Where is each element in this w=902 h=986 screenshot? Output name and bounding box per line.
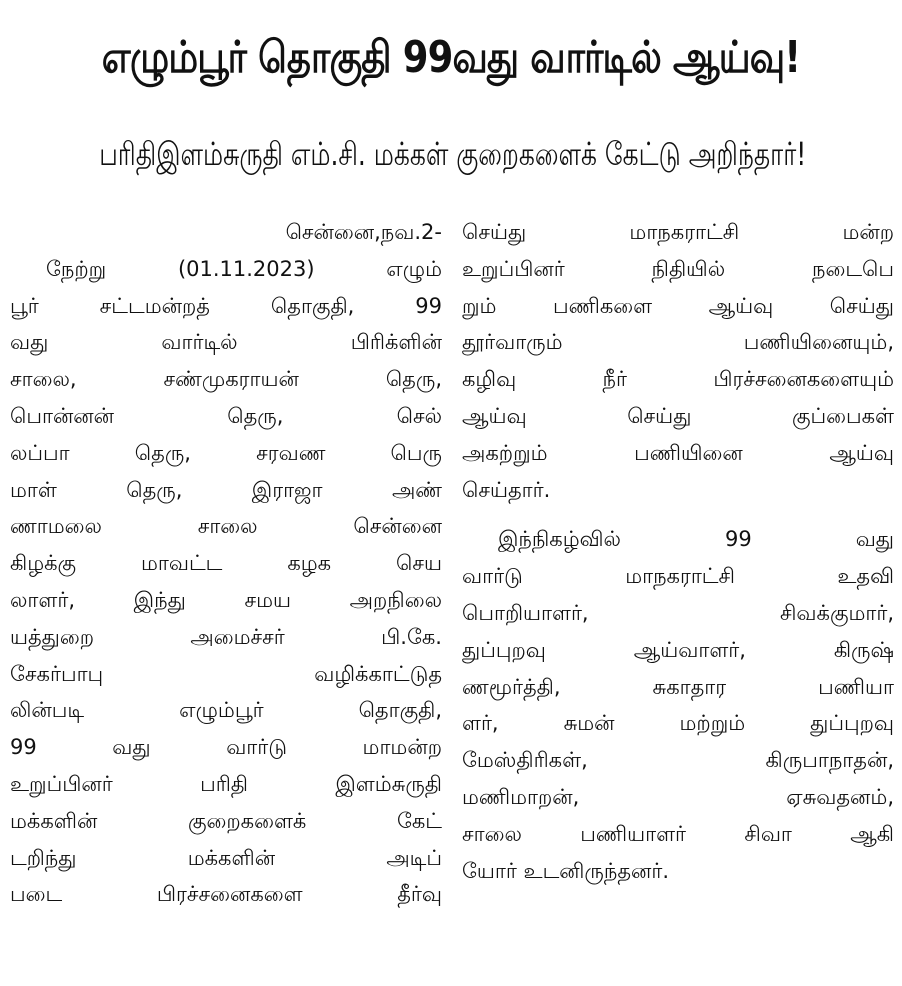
subheadline: பரிதிஇளம்சுருதி எம்.சி. மக்கள் குறைகளைக் கேட்டு அறிந்தார்! bbox=[99, 135, 807, 173]
body-line: ஆய்வு செய்து குப்பைகள் bbox=[462, 403, 894, 428]
body-line: யத்துறை அமைச்சர் பி.கே. bbox=[10, 624, 442, 649]
body-line: ணாமலை சாலை சென்னை bbox=[10, 514, 442, 539]
body-line: பொறியாளர், சிவக்குமார், bbox=[462, 600, 894, 625]
body-line: பொன்னன் தெரு, செல் bbox=[10, 403, 442, 428]
body-line: தூர்வாரும் பணியினையும், bbox=[462, 330, 894, 355]
body-line: யோர் உடனிருந்தனர். bbox=[462, 858, 670, 883]
right-column bbox=[462, 214, 894, 889]
body-line: கழிவு நீர் பிரச்சனைகளையும் bbox=[462, 367, 894, 392]
dateline: சென்னை,நவ.2- bbox=[285, 220, 442, 244]
body-line: வது வார்டில் பிரிக்ளின் bbox=[10, 330, 442, 355]
body-line: சேகர்பாபு வழிக்காட்டுத bbox=[10, 661, 442, 686]
body-line: அகற்றும் பணியினை ஆய்வு bbox=[462, 440, 894, 465]
left-column bbox=[10, 214, 442, 913]
body-line: லப்பா தெரு, சரவண பெரு bbox=[10, 440, 442, 465]
body-line: ணமூர்த்தி, சுகாதார பணியா bbox=[462, 674, 894, 699]
body-line: டறிந்து மக்களின் அடிப் bbox=[10, 845, 442, 870]
body-line: றும் பணிகளை ஆய்வு செய்து bbox=[462, 293, 894, 318]
body-line: வார்டு மாநகராட்சி உதவி bbox=[462, 564, 894, 589]
body-line: கிழக்கு மாவட்ட கழக செய bbox=[10, 551, 442, 576]
body-line: 99 வது வார்டு மாமன்ற bbox=[10, 735, 442, 760]
body-line: உறுப்பினர் பரிதி இளம்சுருதி bbox=[10, 771, 442, 796]
body-line: பூர் சட்டமன்றத் தொகுதி, 99 bbox=[10, 293, 442, 318]
body-line: செய்தார். bbox=[462, 477, 551, 502]
body-line: சாலை பணியாளர் சிவா ஆகி bbox=[462, 821, 894, 846]
body-line: சாலை, சண்முகராயன் தெரு, bbox=[10, 367, 442, 392]
body-line: லின்படி எழும்பூர் தொகுதி, bbox=[10, 698, 442, 723]
body-line: படை பிரச்சனைகளை தீர்வு bbox=[10, 882, 442, 907]
body-line: மேஸ்திரிகள், கிருபாநாதன், bbox=[462, 748, 894, 773]
body-line: உறுப்பினர் நிதியில் நடைபெ bbox=[462, 256, 894, 281]
body-line: மாள் தெரு, இராஜா அண் bbox=[10, 477, 442, 502]
body-line: மக்களின் குறைகளைக் கேட் bbox=[10, 808, 442, 833]
body-line: ளர், சுமன் மற்றும் துப்புறவு bbox=[462, 711, 894, 736]
body-line: லாளர், இந்து சமய அறநிலை bbox=[10, 587, 442, 612]
headline: எழும்பூர் தொகுதி 99வது வார்டில் ஆய்வு! bbox=[101, 32, 801, 83]
body-line: இந்நிகழ்வில் 99 வது bbox=[498, 527, 894, 552]
body-line: நேற்று (01.11.2023) எழும் bbox=[46, 256, 442, 281]
body-line: துப்புறவு ஆய்வாளர், கிருஷ் bbox=[462, 637, 894, 662]
body-line: மணிமாறன், ஏசுவதனம், bbox=[462, 784, 894, 809]
body-line: செய்து மாநகராட்சி மன்ற bbox=[462, 220, 894, 244]
